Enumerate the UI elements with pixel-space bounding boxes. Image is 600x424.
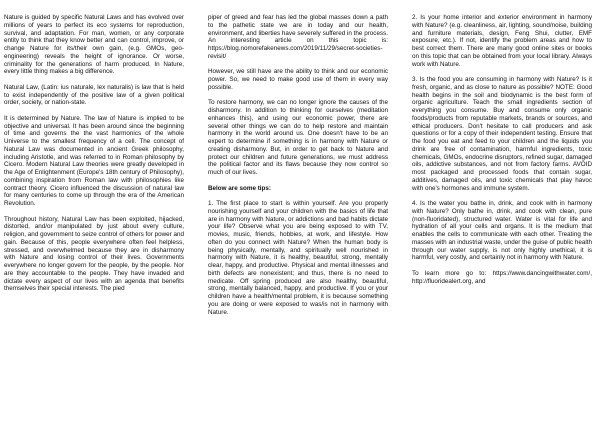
column-2 [208,14,388,414]
tip-item: 3. Is the food you are consuming in harmony with Nature? Is it fresh, organic, and as close to nature as possible? NOTE: Good health begins in the soil and biodynamic is the best form of organic agriculture. Teach the small ingredients section of everything you consume. Buy and consume only organic foods/products from reputable markets, brands or sources, and ethical producers. Don't hesitate to call producers and ask questions or for a copy of their independent testing. Ensure that the food you eat and feed to your children and the liquids you drink are free of contamination, harmful ingredients, toxic chemicals, GMOs, endocrine disruptors, refined sugar, damaged oils, addictive substances, and not from factory farms. AVOID most packaged and processed foods that contain sugar, additives, damaged oils, and toxic chemicals that play havoc with one's hormones and immune system. [412,76,592,192]
column-1 [4,14,184,414]
paragraph: It is determined by Nature. The law of Nature is implied to be objective and universal. It has been around since the beginning of time and governs the the vast harmonics of the whole Universe to the smallest frequency of a cell. The concept of Natural Law was documented in ancient Greek philosophy, including Aristotle, and was referred to in Roman philosophy by Cicero. Modern Natural Law theories were greatly developed in the Age of Enlightenment (Europe's 18th century of Philosophy), combining inspiration from Roman law with philosophies like contract theory. Cicero influenced the discussion of natural law for many centuries to come up through the era of the American Revolution. [4,114,184,207]
paragraph: To learn more go to: https://www.dancingwithwater.com/, http://fluoridealert.org, and [412,269,592,285]
paragraph: Natural Law, (Latin: ius naturale, lex naturalis) is law that is held to exist independently of the positive law of a given political order, society, or nation-state. [4,83,184,107]
paragraph: Throughout history, Natural Law has been exploited, hijacked, distorted, and/or manipulated by just about every culture, religion, and government to seize control of others for power and gain. Because of this, people everywhere often feel helpless, stressed, and overwhelmed because they are in disharmony with Nature and losing control of their lives. Governments everywhere no longer govern for the people, by the people. Nor are they accountable to the people. They have invaded and dictate every aspect of our lives with an agenda that benefits themselves their special interests. The pied [4,215,184,293]
paragraph: However, we still have are the ability to think and our economic power. So, we need to make good use of them in every way possible. [208,68,388,91]
column-3 [412,14,592,414]
paragraph: piper of greed and fear has led the global masses down a path to the pathetic state we are in today and our health, environment, and liberties have severely suffered in the process. An interesting article on this topic is: https://blog.nomorefakenews.com/2019/11/29/secret-societies-revisit/ [208,14,388,60]
tip-item: 4. Is the water you bathe in, drink, and cook with in harmony with Nature? Only bathe in, drink, and cook with clean, pure (non-fluoridated), structured water. Water is vital for life and hydration of all your cells and organs. It is the medium that enables the cells to communicate with each other. Treating the masses with an industrial waste, under the guise of public health through our water supply, is not only highly unethical, it is harmful, very costly, and certainly not in harmony with Nature. [412,200,592,262]
tips-heading: Below are some tips: [208,184,271,192]
tip-item: 2. Is your home interior and exterior environment in harmony with Nature? (e.g. cleanliness, air, lighting, sound/noise, building and furniture materials, design, Feng Shui, clutter, EMF exposure, etc.). If not, identify the problem areas and how to best correct them. There are many good online sites or books on this topic that can be obtained from your local library. Always work with Nature. [412,14,592,68]
paragraph: Nature is guided by specific Natural Laws and has evolved over millions of years to perfect its eco systems for reproduction, survival, and adaptation. For man, women, or any corporate entity to think that they know better and can control, improve, or change Nature for its/their own gain, (e.g. GMOs, geo-engineering) reveals the height of ignorance. Or worse, criminality for the generations of harm produced. In Nature, every little thing makes a big difference. [4,14,184,76]
tip-item: 1. The first place to start is within yourself. Are you properly nourishing yourself and your children with the basics of life that are in harmony with Nature, or addictions and bad habits dictate your life? Observe what you are being exposed to with TV, movies, music, friends, hobbies, at work, and lifestyle. How often do you connect with Nature? When the human body is being physically, mentally, and spiritually well nourished in harmony with Nature, it is healthy, beautiful, strong, mentally clear, happy, and productive. Physical and mental illnesses and birth defects are nonexistent; and thus, there is no need to medicate. Off spring produced are also healthy, beautiful, strong, mentally balanced, happy, and productive. If you or your children have a health/mental problem, it is because something you are doing or were exposed to was/is not in harmony with Nature. [208,200,388,316]
paragraph: To restore harmony, we can no longer ignore the causes of the disharmony. In addition to thinking for ourselves (meditation enhances this), and using our economic power, there are several other things we can do to help restore and maintain harmony in the world around us. One doesn't have to be an expert to determine if something is in harmony with Nature or creating disharmony. But, in order to get back to Nature and protect our children and future generations, we must address the political factor and its flaws because they now control so much of our lives. [208,99,388,176]
